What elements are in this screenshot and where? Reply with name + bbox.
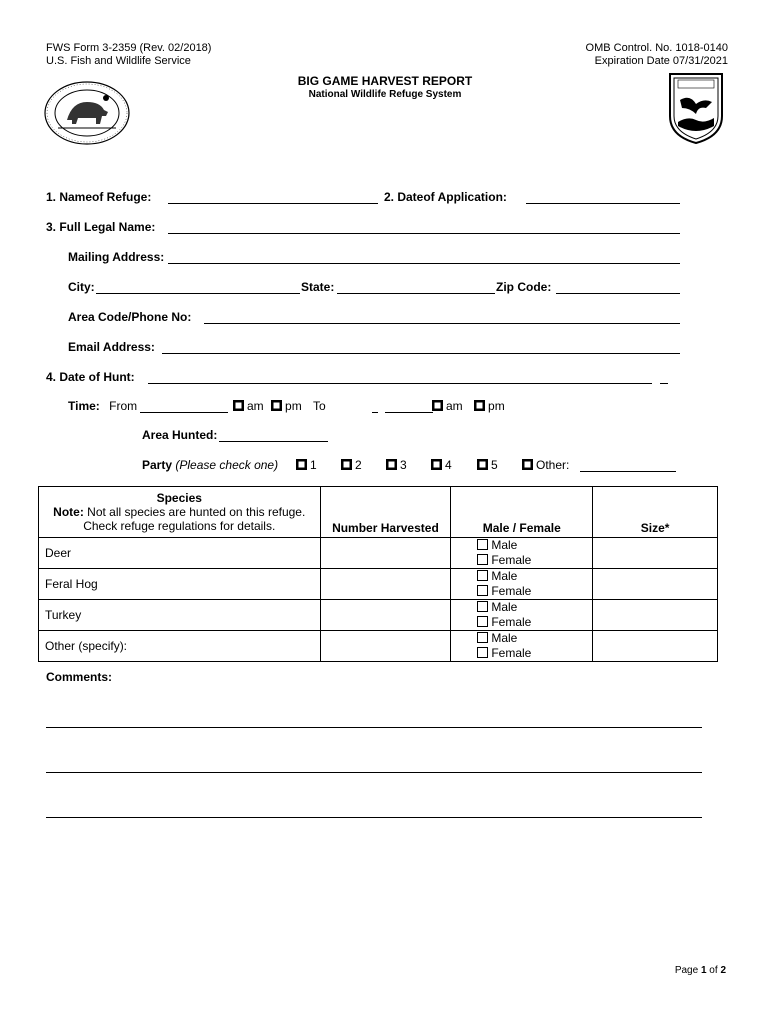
area-hunted-input[interactable] — [219, 441, 328, 442]
usfws-shield-icon — [666, 70, 726, 146]
size-cell[interactable] — [593, 569, 718, 600]
species-table — [38, 486, 718, 662]
species-header-cell — [39, 487, 321, 538]
party-2-checkbox[interactable] — [341, 459, 352, 470]
omb-control: OMB Control. No. 1018-0140 — [585, 42, 728, 54]
species-name: Deer — [39, 538, 321, 569]
date-of-hunt-tail — [660, 383, 668, 384]
species-header: Species — [156, 491, 202, 505]
zip-label: Zip Code: — [496, 280, 552, 294]
male-checkbox[interactable] — [477, 632, 488, 643]
number-harvested-cell[interactable] — [320, 631, 451, 662]
party-label: Party — [142, 458, 173, 472]
expiration-date: Expiration Date 07/31/2021 — [594, 55, 728, 67]
party-5-checkbox[interactable] — [477, 459, 488, 470]
female-label: Female — [491, 646, 532, 660]
table-row — [39, 600, 718, 631]
legal-name-label: 3. Full Legal Name: — [46, 220, 156, 234]
female-checkbox[interactable] — [477, 647, 488, 658]
male-label: Male — [491, 631, 518, 645]
sex-cell — [451, 631, 593, 662]
note-text: Not all species are hunted on this refuge. — [83, 505, 306, 519]
comments-line-2[interactable] — [46, 772, 702, 773]
from-pm-label: pm — [285, 399, 302, 413]
party-3-checkbox[interactable] — [386, 459, 397, 470]
sex-cell — [451, 600, 593, 631]
form-id: FWS Form 3-2359 (Rev. 02/2018) — [46, 42, 212, 54]
party-option-1[interactable] — [296, 458, 317, 472]
to-am-label: am — [446, 399, 463, 413]
comments-label: Comments: — [46, 670, 113, 684]
mailing-address-input[interactable] — [168, 263, 680, 264]
number-harvested-cell[interactable] — [320, 600, 451, 631]
mailing-address-label: Mailing Address: — [68, 250, 165, 264]
species-name: Turkey — [39, 600, 321, 631]
party-hint: (Please check one) — [175, 458, 279, 472]
species-name: Other (specify): — [39, 631, 321, 662]
time-from-input[interactable] — [140, 412, 228, 413]
time-row — [68, 399, 137, 413]
page-of: of — [706, 965, 721, 976]
female-label: Female — [491, 615, 532, 629]
party-other-label: Other: — [536, 458, 570, 472]
legal-name-input[interactable] — [168, 233, 680, 234]
state-label: State: — [301, 280, 335, 294]
page-total: 2 — [720, 965, 726, 976]
to-label: To — [313, 399, 326, 413]
time-to-input[interactable] — [385, 412, 433, 413]
page-subtitle: National Wildlife Refuge System — [308, 89, 462, 100]
female-checkbox[interactable] — [477, 585, 488, 596]
female-checkbox[interactable] — [477, 616, 488, 627]
email-input[interactable] — [162, 353, 680, 354]
party-option-5[interactable] — [477, 458, 498, 472]
page-title: BIG GAME HARVEST REPORT — [297, 74, 473, 88]
from-label: From — [109, 399, 138, 413]
female-label: Female — [491, 584, 532, 598]
from-pm-checkbox[interactable] — [271, 400, 282, 411]
table-header-row — [39, 487, 718, 538]
number-harvested-cell[interactable] — [320, 538, 451, 569]
sex-header: Male / Female — [451, 487, 593, 538]
to-pm-checkbox[interactable] — [474, 400, 485, 411]
party-5-label: 5 — [491, 458, 498, 472]
male-label: Male — [491, 600, 518, 614]
to-am-checkbox[interactable] — [432, 400, 443, 411]
comments-line-3[interactable] — [46, 817, 702, 818]
male-checkbox[interactable] — [477, 601, 488, 612]
party-2-label: 2 — [355, 458, 362, 472]
party-other-checkbox[interactable] — [522, 459, 533, 470]
date-of-hunt-label: 4. Date of Hunt: — [46, 370, 135, 384]
time-to-ampm — [432, 399, 505, 413]
email-label: Email Address: — [68, 340, 155, 354]
table-row — [39, 631, 718, 662]
state-input[interactable] — [337, 293, 495, 294]
area-hunted-label: Area Hunted: — [142, 428, 218, 442]
size-cell[interactable] — [593, 600, 718, 631]
size-header: Size* — [593, 487, 718, 538]
refuge-input[interactable] — [168, 203, 378, 204]
city-label: City: — [68, 280, 95, 294]
male-checkbox[interactable] — [477, 570, 488, 581]
phone-label: Area Code/Phone No: — [68, 310, 192, 324]
party-1-label: 1 — [310, 458, 317, 472]
party-3-label: 3 — [400, 458, 407, 472]
species-name: Feral Hog — [39, 569, 321, 600]
date-of-hunt-input[interactable] — [148, 383, 652, 384]
note-label: Note: — [53, 505, 84, 519]
female-label: Female — [491, 553, 532, 567]
female-checkbox[interactable] — [477, 554, 488, 565]
city-input[interactable] — [96, 293, 300, 294]
number-harvested-header: Number Harvested — [320, 487, 451, 538]
time-label: Time: — [68, 399, 100, 413]
party-4-checkbox[interactable] — [431, 459, 442, 470]
from-am-label: am — [247, 399, 264, 413]
male-label: Male — [491, 569, 518, 583]
party-option-other[interactable] — [522, 458, 569, 472]
male-label: Male — [491, 538, 518, 552]
party-option-2[interactable] — [341, 458, 362, 472]
party-1-checkbox[interactable] — [296, 459, 307, 470]
party-other-input[interactable] — [580, 471, 676, 472]
number-harvested-cell[interactable] — [320, 569, 451, 600]
comments-line-1[interactable] — [46, 727, 702, 728]
note-text-2: Check refuge regulations for details. — [83, 519, 276, 533]
page-number — [675, 965, 726, 976]
party-option-4[interactable] — [431, 458, 452, 472]
male-checkbox[interactable] — [477, 539, 488, 550]
table-row — [39, 538, 718, 569]
doi-seal-icon — [42, 80, 132, 146]
party-row — [142, 458, 278, 472]
time-from-ampm — [233, 399, 326, 413]
party-option-3[interactable] — [386, 458, 407, 472]
party-4-label: 4 — [445, 458, 452, 472]
from-am-checkbox[interactable] — [233, 400, 244, 411]
sex-cell — [451, 569, 593, 600]
size-cell[interactable] — [593, 538, 718, 569]
application-date-label: 2. Dateof Application: — [384, 190, 507, 204]
table-row — [39, 569, 718, 600]
to-pm-label: pm — [488, 399, 505, 413]
page-current: 1 — [700, 965, 707, 976]
size-cell[interactable] — [593, 631, 718, 662]
page-prefix: Page — [674, 965, 701, 976]
time-to-tick — [372, 412, 378, 413]
application-date-input[interactable] — [526, 203, 680, 204]
sex-cell — [451, 538, 593, 569]
agency-name: U.S. Fish and Wildlife Service — [46, 55, 191, 67]
phone-input[interactable] — [204, 323, 680, 324]
refuge-label: 1. Nameof Refuge: — [46, 190, 152, 204]
zip-input[interactable] — [556, 293, 680, 294]
